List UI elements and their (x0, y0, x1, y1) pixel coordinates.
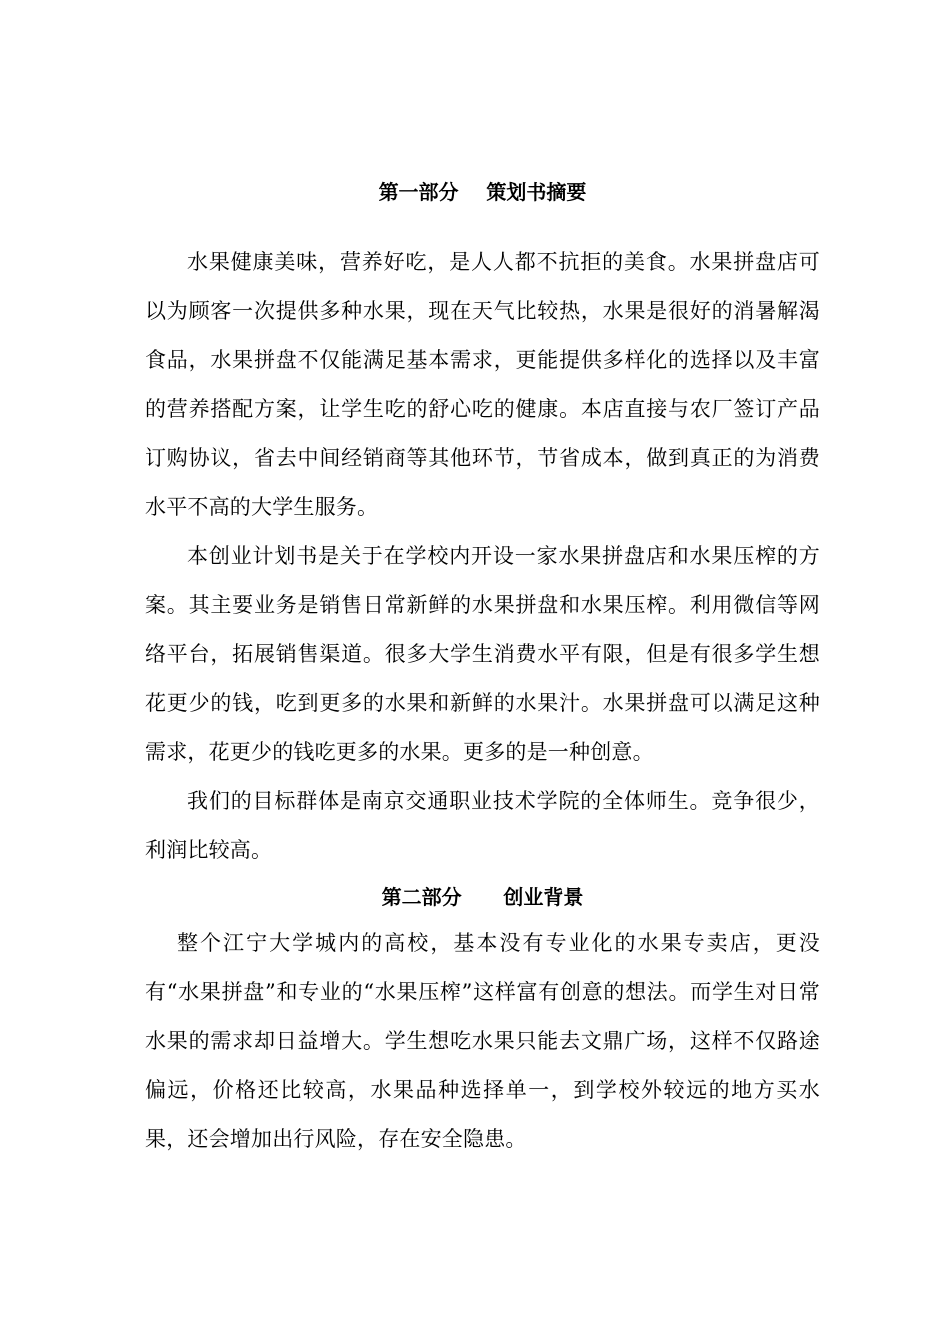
section1-paragraph-1: 水果健康美味，营养好吃，是人人都不抗拒的美食。水果拼盘店可以为顾客一次提供多种水果，现在天气比较热，水果是很好的消暑解渴食品，水果拼盘不仅能满足基本需求，更能提供多样化的选择以及丰富的营养搭配方案，让学生吃的舒心吃的健康。本店直接与农厂签订产品订购协议，省去中间经销商等其他环节，节省成本，做到真正的为消费水平不高的大学生服务。 (145, 250, 820, 519)
section1-title: 第一部分 策划书摘要 (378, 180, 587, 204)
section2-paragraph-1: 整个江宁大学城内的高校，基本没有专业化的水果专卖店，更没有“水果拼盘”和专业的“水果压榨”这样富有创意的想法。而学生对日常水果的需求却日益增大。学生想吃水果只能去文鼎广场，这样不仅路途偏远，价格还比较高，水果品种选择单一，到学校外较远的地方买水果，还会增加出行风险，存在安全隐患。 (145, 931, 820, 1151)
section1-paragraph-2: 本创业计划书是关于在学校内开设一家水果拼盘店和水果压榨的方案。其主要业务是销售日常新鲜的水果拼盘和水果压榨。利用微信等网络平台，拓展销售渠道。很多大学生消费水平有限，但是有很多学生想花更少的钱，吃到更多的水果和新鲜的水果汁。水果拼盘可以满足这种需求，花更少的钱吃更多的水果。更多的是一种创意。 (145, 544, 820, 764)
document-body (145, 170, 820, 1164)
section2-title: 第二部分 创业背景 (381, 885, 584, 909)
section1-paragraph-3: 我们的目标群体是南京交通职业技术学院的全体师生。竞争很少，利润比较高。 (145, 789, 820, 862)
